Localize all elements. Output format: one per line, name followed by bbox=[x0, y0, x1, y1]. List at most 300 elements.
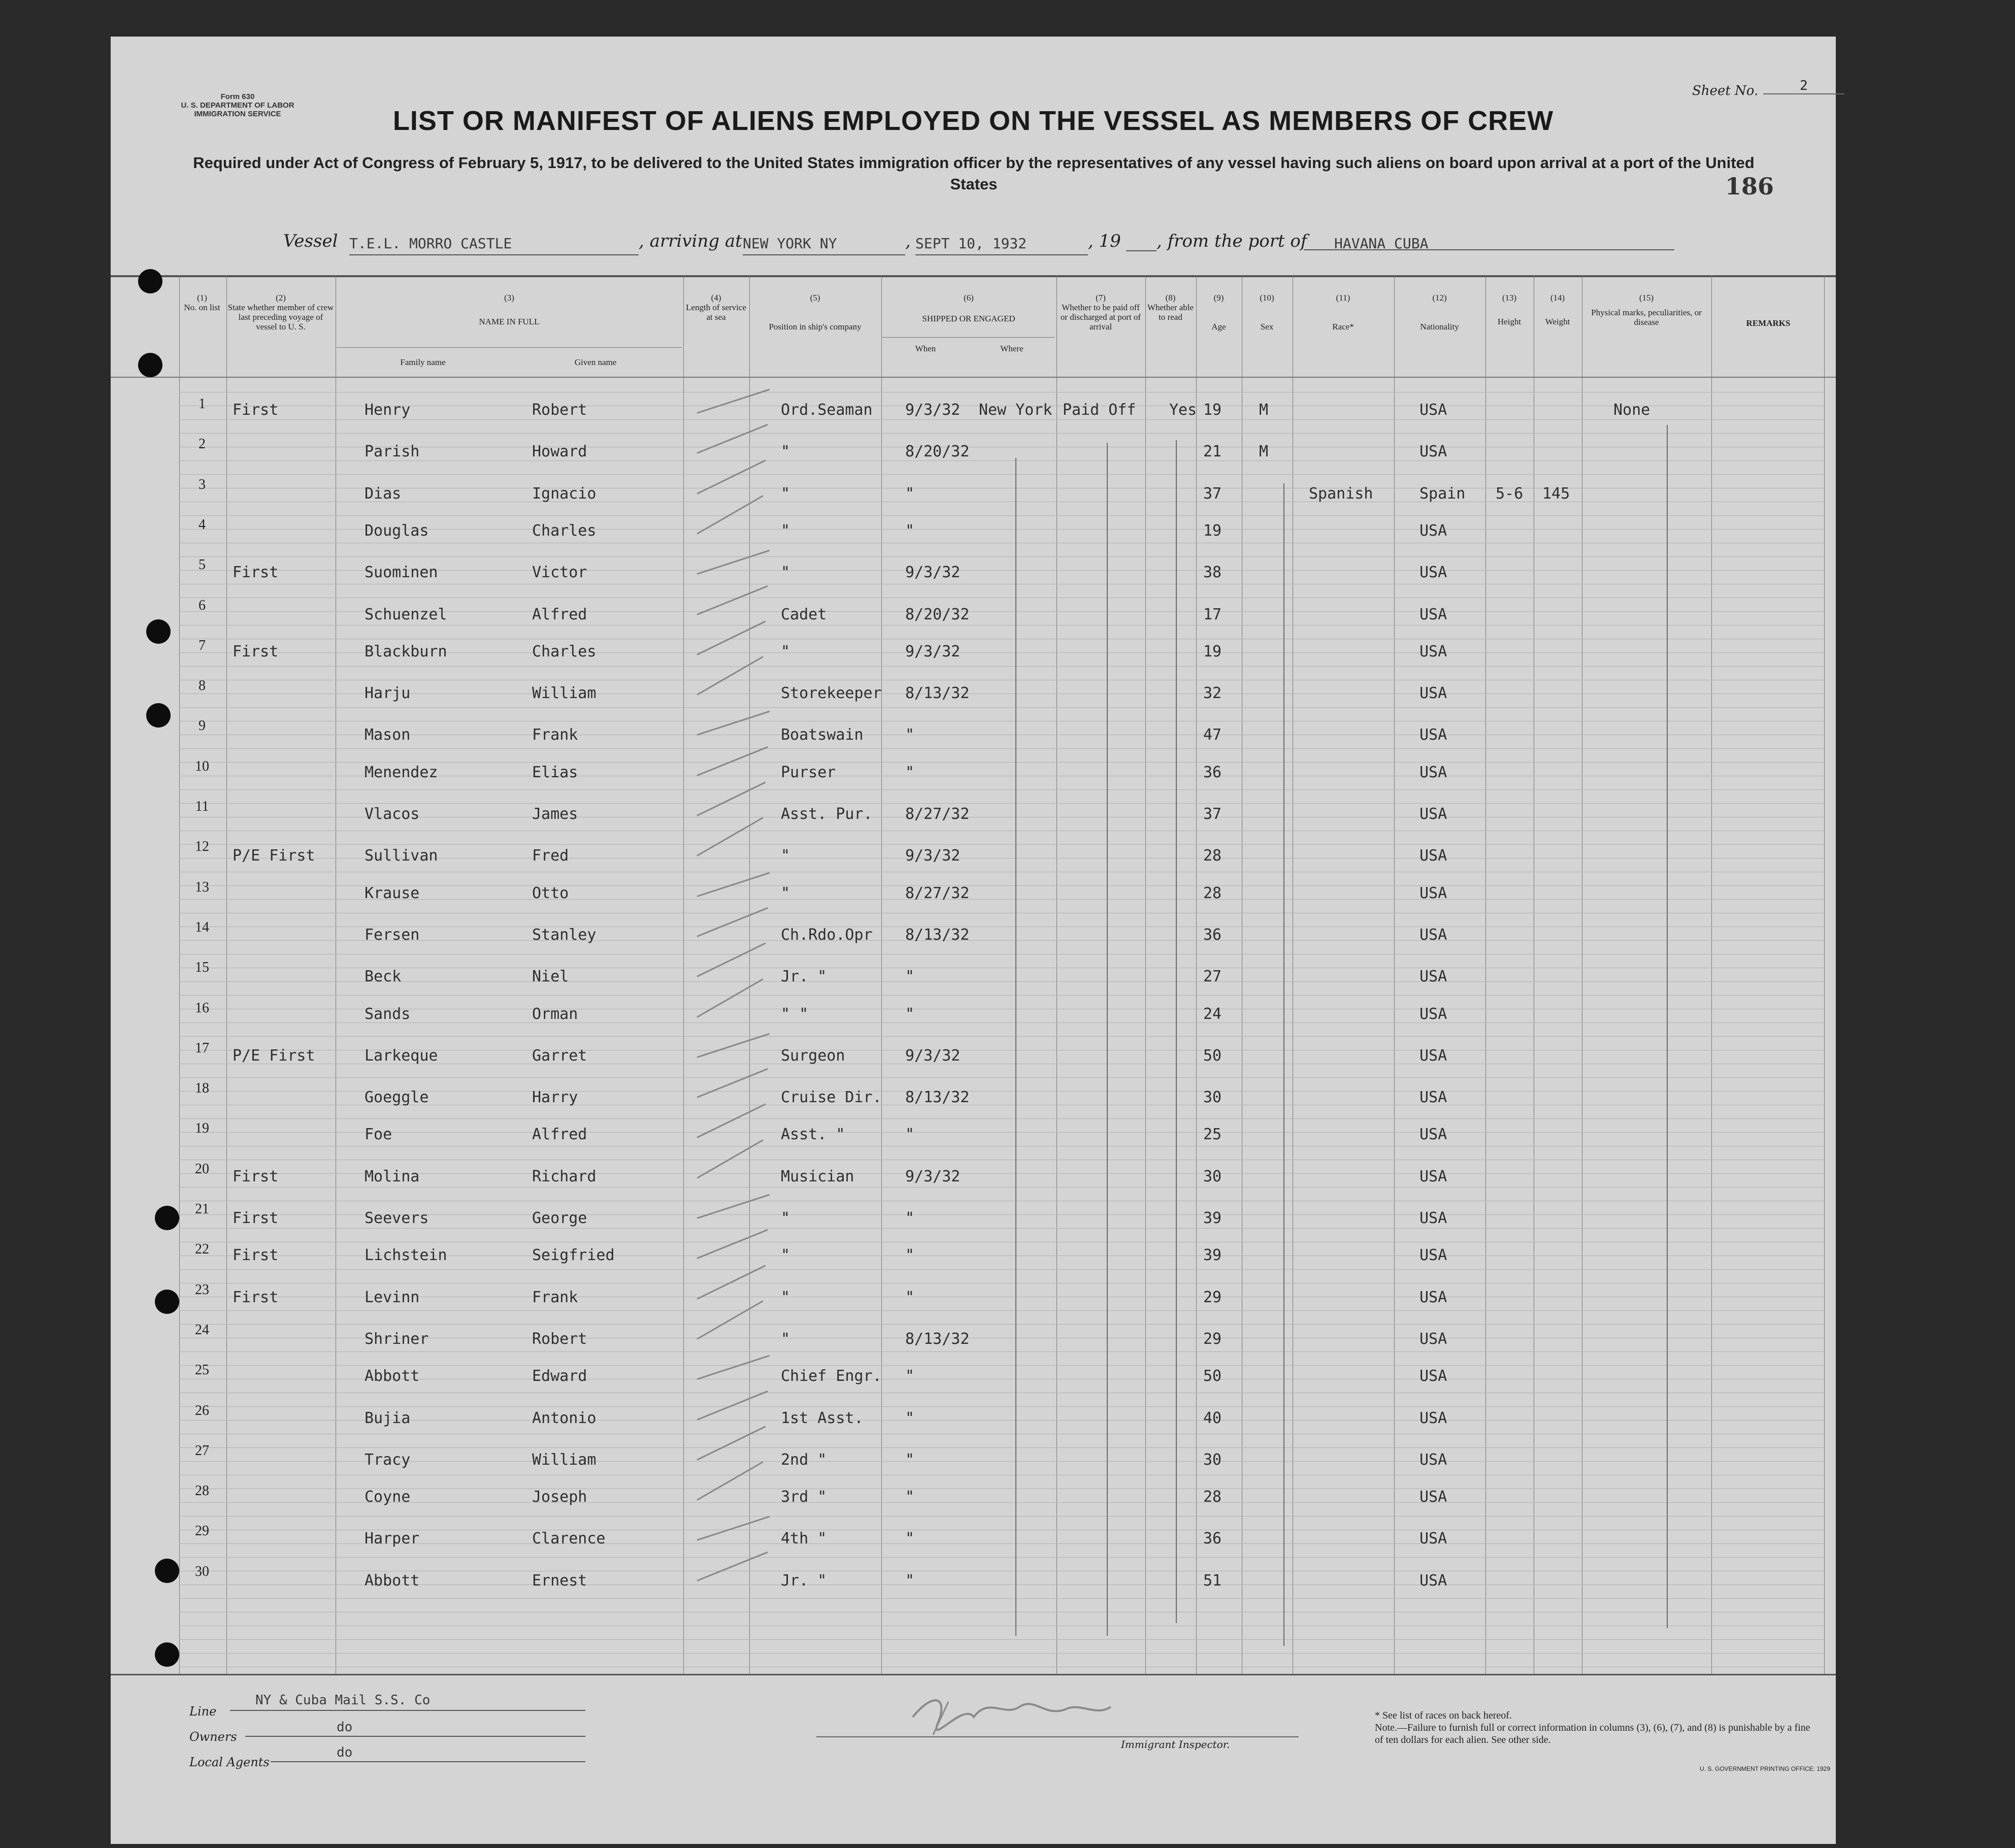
shipped-subheader-rule bbox=[882, 337, 1055, 338]
column-divider bbox=[1056, 275, 1057, 1674]
printing-office: U. S. GOVERNMENT PRINTING OFFICE: 1929 bbox=[1700, 1765, 1831, 1772]
column-divider bbox=[179, 275, 180, 1674]
family-name-cell: Abbott bbox=[365, 1367, 420, 1385]
owners-label: Owners bbox=[189, 1730, 237, 1744]
service-name: IMMIGRATION SERVICE bbox=[194, 110, 281, 118]
shipped-when-cell: 8/27/32 bbox=[905, 884, 970, 902]
age-cell: 30 bbox=[1203, 1167, 1222, 1185]
shipped-when-cell: 8/13/32 bbox=[905, 926, 970, 944]
service-check-mark bbox=[697, 550, 770, 575]
age-cell: 51 bbox=[1203, 1571, 1222, 1590]
family-name-cell: Douglas bbox=[365, 521, 429, 540]
ruled-line bbox=[179, 1406, 1824, 1407]
binder-hole bbox=[138, 353, 162, 377]
sex-ditto-line bbox=[1283, 483, 1284, 1646]
position-cell: Surgeon bbox=[781, 1046, 845, 1065]
ruled-line bbox=[179, 1036, 1824, 1037]
ruled-line bbox=[179, 748, 1824, 749]
row-number: 17 bbox=[195, 1040, 209, 1056]
age-cell: 36 bbox=[1203, 926, 1222, 944]
ruled-line bbox=[179, 1639, 1824, 1640]
service-check-mark bbox=[697, 1390, 768, 1420]
row-number: 2 bbox=[199, 436, 206, 452]
page-number: 186 bbox=[1725, 173, 1774, 200]
age-cell: 28 bbox=[1203, 1488, 1222, 1506]
column-divider bbox=[1824, 275, 1825, 1674]
position-cell: " bbox=[781, 847, 790, 865]
family-name-cell: Abbott bbox=[365, 1571, 420, 1590]
nationality-cell: USA bbox=[1419, 926, 1447, 944]
col2-header: (2) State whether member of crew last preceding voyage of vessel to U. S. bbox=[227, 293, 334, 332]
service-check-mark bbox=[697, 781, 766, 816]
given-name-cell: Garret bbox=[532, 1046, 587, 1065]
shipped-when-cell: 8/13/32 bbox=[905, 684, 970, 703]
prev-voyage-cell: First bbox=[233, 1209, 279, 1227]
family-name-cell: Schuenzel bbox=[365, 605, 447, 623]
given-name-cell: William bbox=[532, 1450, 597, 1469]
when-header: When bbox=[915, 344, 936, 353]
manifest-sheet bbox=[111, 37, 1836, 1844]
ruled-line bbox=[179, 762, 1824, 763]
service-check-mark bbox=[697, 1139, 763, 1179]
sex-cell: M bbox=[1259, 401, 1269, 419]
row-number: 13 bbox=[195, 879, 209, 895]
shipped-when-cell: 8/13/32 bbox=[905, 1088, 970, 1107]
row-number: 29 bbox=[195, 1523, 209, 1539]
table-top-border bbox=[111, 275, 1836, 277]
shipped-when-cell: 8/27/32 bbox=[905, 805, 970, 823]
service-check-mark bbox=[697, 585, 768, 615]
footnotes bbox=[1375, 1709, 1811, 1746]
ruled-line bbox=[179, 1118, 1824, 1119]
service-check-mark bbox=[697, 1516, 770, 1541]
col12-header: (12) Nationality bbox=[1420, 293, 1459, 332]
binder-hole bbox=[155, 1206, 179, 1230]
shipped-when-cell: " bbox=[905, 968, 915, 986]
family-name-cell: Mason bbox=[365, 726, 411, 744]
nationality-cell: USA bbox=[1419, 847, 1447, 865]
family-name-cell: Suominen bbox=[365, 564, 438, 582]
nationality-cell: USA bbox=[1419, 1450, 1447, 1469]
row-number: 30 bbox=[195, 1563, 209, 1579]
read-ditto-line bbox=[1176, 440, 1177, 1623]
position-cell: " bbox=[781, 1246, 790, 1265]
family-name-header: Family name bbox=[400, 357, 446, 367]
family-name-cell: Fersen bbox=[365, 926, 420, 944]
row-number: 26 bbox=[195, 1402, 209, 1418]
race-cell: Spanish bbox=[1309, 484, 1373, 503]
service-check-mark bbox=[697, 389, 770, 414]
row-number: 15 bbox=[195, 960, 209, 976]
service-check-mark bbox=[697, 907, 768, 937]
family-name-cell: Lichstein bbox=[365, 1246, 447, 1265]
nationality-cell: USA bbox=[1419, 805, 1447, 823]
service-check-mark bbox=[697, 459, 766, 494]
shipped-when-cell: 9/3/32 bbox=[905, 1167, 961, 1185]
col8-header: (8) Whether able to read bbox=[1147, 293, 1194, 322]
age-cell: 29 bbox=[1203, 1330, 1222, 1348]
col1-header: (1) No. on list bbox=[184, 293, 220, 312]
given-name-cell: Fred bbox=[532, 847, 569, 865]
service-check-mark bbox=[697, 1355, 770, 1380]
position-cell: " bbox=[781, 484, 790, 503]
shipped-when-cell: " bbox=[905, 484, 915, 503]
shipped-when-cell: " bbox=[905, 521, 915, 540]
ruled-line bbox=[179, 556, 1824, 557]
position-cell: Asst. Pur. bbox=[781, 805, 873, 823]
prev-voyage-cell: First bbox=[233, 564, 279, 582]
row-number: 23 bbox=[195, 1281, 209, 1298]
remarks-header: REMARKS bbox=[1746, 318, 1791, 328]
family-name-cell: Parish bbox=[365, 443, 420, 461]
service-check-mark bbox=[697, 620, 766, 655]
given-name-cell: William bbox=[532, 684, 597, 703]
age-cell: 17 bbox=[1203, 605, 1222, 623]
given-name-cell: Alfred bbox=[532, 605, 587, 623]
row-number: 1 bbox=[199, 396, 206, 412]
family-name-cell: Harju bbox=[365, 684, 411, 703]
family-name-cell: Tracy bbox=[365, 1450, 411, 1469]
line-label: Line bbox=[189, 1704, 217, 1719]
ruled-line bbox=[179, 803, 1824, 804]
col6-header: (6) SHIPPED OR ENGAGED bbox=[922, 293, 1015, 323]
position-cell: " bbox=[781, 884, 790, 902]
shipped-when-cell: " bbox=[905, 1126, 915, 1144]
paid-ditto-line bbox=[1107, 443, 1108, 1636]
ruled-line bbox=[179, 433, 1824, 434]
shipped-when-cell: " bbox=[905, 1530, 915, 1548]
shipped-when-cell: 9/3/32 bbox=[905, 401, 961, 419]
binder-hole bbox=[155, 1642, 179, 1667]
shipped-when-cell: " bbox=[905, 1488, 915, 1506]
service-check-mark bbox=[697, 1461, 763, 1501]
ruled-line bbox=[179, 1324, 1824, 1325]
service-check-mark bbox=[697, 1194, 770, 1219]
age-cell: 28 bbox=[1203, 884, 1222, 902]
service-check-mark bbox=[697, 1068, 768, 1098]
given-name-cell: Orman bbox=[532, 1005, 578, 1023]
shipped-when-cell: " bbox=[905, 1288, 915, 1306]
ruled-line bbox=[179, 419, 1824, 420]
family-name-cell: Goeggle bbox=[365, 1088, 429, 1107]
binder-hole bbox=[155, 1290, 179, 1314]
given-name-cell: Richard bbox=[532, 1167, 597, 1185]
ruled-line bbox=[179, 940, 1824, 941]
given-name-cell: Clarence bbox=[532, 1530, 606, 1548]
family-name-cell: Vlacos bbox=[365, 805, 420, 823]
family-name-cell: Levinn bbox=[365, 1288, 420, 1306]
position-cell: 3rd " bbox=[781, 1488, 827, 1506]
given-name-cell: Harry bbox=[532, 1088, 578, 1107]
able-to-read-cell: Yes bbox=[1169, 401, 1197, 419]
shipped-when-cell: 9/3/32 bbox=[905, 642, 961, 661]
age-cell: 37 bbox=[1203, 805, 1222, 823]
department-name: U. S. DEPARTMENT OF LABOR bbox=[181, 101, 294, 110]
given-name-cell: Frank bbox=[532, 1288, 578, 1306]
col9-header: (9) Age bbox=[1211, 293, 1226, 332]
prev-voyage-cell: First bbox=[233, 401, 279, 419]
position-cell: " bbox=[781, 521, 790, 540]
row-number: 18 bbox=[195, 1080, 209, 1097]
ruled-line bbox=[179, 1543, 1824, 1544]
row-number: 3 bbox=[199, 476, 206, 492]
service-check-mark bbox=[697, 1265, 766, 1299]
race-note: * See list of races on back hereof. bbox=[1375, 1710, 1512, 1721]
row-number: 11 bbox=[195, 799, 209, 814]
nationality-cell: USA bbox=[1419, 1246, 1447, 1265]
family-name-cell: Dias bbox=[365, 484, 402, 503]
ruled-line bbox=[179, 460, 1824, 461]
service-check-mark bbox=[697, 1552, 768, 1581]
row-number: 9 bbox=[199, 718, 206, 734]
position-cell: " bbox=[781, 443, 790, 461]
service-check-mark bbox=[697, 943, 766, 977]
service-check-mark bbox=[697, 711, 770, 736]
age-cell: 38 bbox=[1203, 564, 1222, 582]
row-number: 14 bbox=[195, 919, 209, 935]
shipped-when-cell: " bbox=[905, 726, 915, 744]
local-agents-label: Local Agents bbox=[189, 1755, 270, 1769]
name-subheader-rule bbox=[337, 347, 682, 348]
age-cell: 29 bbox=[1203, 1288, 1222, 1306]
position-cell: 1st Asst. bbox=[781, 1409, 864, 1427]
given-name-cell: Charles bbox=[532, 521, 597, 540]
height-cell: 5-6 bbox=[1496, 484, 1524, 503]
ruled-line bbox=[179, 1461, 1824, 1462]
age-cell: 19 bbox=[1203, 642, 1222, 661]
shipped-when-cell: " bbox=[905, 1209, 915, 1227]
family-name-cell: Foe bbox=[365, 1126, 392, 1144]
row-number: 21 bbox=[195, 1201, 209, 1217]
binder-hole bbox=[146, 703, 171, 728]
shipped-where-cell: New York bbox=[979, 401, 1052, 419]
age-cell: 19 bbox=[1203, 521, 1222, 540]
family-name-cell: Bujia bbox=[365, 1409, 411, 1427]
prev-voyage-cell: P/E First bbox=[233, 1046, 315, 1065]
row-number: 25 bbox=[195, 1362, 209, 1378]
binder-hole bbox=[146, 619, 171, 644]
given-name-cell: Elias bbox=[532, 763, 578, 781]
ruled-line bbox=[179, 844, 1824, 845]
row-number: 10 bbox=[195, 758, 209, 774]
position-cell: " bbox=[781, 564, 790, 582]
given-name-cell: Robert bbox=[532, 401, 587, 419]
service-check-mark bbox=[697, 1229, 768, 1259]
given-name-cell: Victor bbox=[532, 564, 587, 582]
column-divider bbox=[1485, 275, 1486, 1674]
age-cell: 36 bbox=[1203, 763, 1222, 781]
ruled-line bbox=[179, 474, 1824, 475]
given-name-cell: Seigfried bbox=[532, 1246, 615, 1265]
row-number: 4 bbox=[199, 516, 206, 533]
family-name-cell: Sullivan bbox=[365, 847, 438, 865]
service-check-mark bbox=[697, 817, 763, 856]
paid-off-cell: Paid Off bbox=[1063, 401, 1136, 419]
age-cell: 39 bbox=[1203, 1209, 1222, 1227]
nationality-cell: USA bbox=[1419, 1488, 1447, 1506]
ruled-line bbox=[179, 1351, 1824, 1352]
col5-header: (5) Position in ship's company bbox=[769, 293, 862, 332]
ruled-line bbox=[179, 1447, 1824, 1448]
service-check-mark bbox=[697, 656, 763, 696]
family-name-cell: Larkeque bbox=[365, 1046, 438, 1065]
shipped-when-cell: 8/20/32 bbox=[905, 443, 970, 461]
age-cell: 47 bbox=[1203, 726, 1222, 744]
age-cell: 28 bbox=[1203, 847, 1222, 865]
shipped-when-cell: " bbox=[905, 1409, 915, 1427]
nationality-cell: USA bbox=[1419, 684, 1447, 703]
position-cell: 2nd " bbox=[781, 1450, 827, 1469]
given-name-cell: George bbox=[532, 1209, 587, 1227]
nationality-cell: USA bbox=[1419, 1409, 1447, 1427]
ruled-line bbox=[179, 1653, 1824, 1654]
given-name-header: Given name bbox=[574, 357, 617, 367]
col14-header: (14) Weight bbox=[1545, 293, 1570, 326]
position-cell: Musician bbox=[781, 1167, 854, 1185]
position-cell: Purser bbox=[781, 763, 836, 781]
line-field: NY & Cuba Mail S.S. Co bbox=[230, 1693, 585, 1711]
inspector-signature bbox=[903, 1681, 1360, 1737]
row-number: 8 bbox=[199, 678, 206, 694]
row-number: 22 bbox=[195, 1241, 209, 1258]
age-cell: 32 bbox=[1203, 684, 1222, 703]
ruled-line bbox=[179, 1502, 1824, 1503]
row-number: 28 bbox=[195, 1483, 209, 1499]
age-cell: 36 bbox=[1203, 1530, 1222, 1548]
position-cell: Cadet bbox=[781, 605, 827, 623]
col15-header: (15) Physical marks, peculiarities, or disease bbox=[1591, 293, 1702, 327]
vessel-label: Vessel bbox=[283, 231, 338, 251]
age-cell: 30 bbox=[1203, 1450, 1222, 1469]
nationality-cell: USA bbox=[1419, 1209, 1447, 1227]
nationality-cell: USA bbox=[1419, 1330, 1447, 1348]
family-name-cell: Menendez bbox=[365, 763, 438, 781]
position-cell: " " bbox=[781, 1005, 809, 1023]
position-cell: Jr. " bbox=[781, 968, 827, 986]
row-number: 12 bbox=[195, 839, 209, 855]
shipped-when-cell: " bbox=[905, 763, 915, 781]
service-check-mark bbox=[697, 1426, 766, 1460]
column-divider bbox=[881, 275, 882, 1674]
column-divider bbox=[1145, 275, 1146, 1674]
service-check-mark bbox=[697, 424, 768, 454]
ruled-line bbox=[179, 1365, 1824, 1366]
arrival-date-field: SEPT 10, 1932 bbox=[915, 231, 1088, 255]
arriving-label: , arriving at bbox=[639, 231, 742, 251]
col10-header: (10) Sex bbox=[1260, 293, 1274, 332]
prev-voyage-cell: First bbox=[233, 1167, 279, 1185]
nationality-cell: USA bbox=[1419, 726, 1447, 744]
column-divider bbox=[1711, 275, 1712, 1674]
given-name-cell: James bbox=[532, 805, 578, 823]
column-divider bbox=[683, 275, 684, 1674]
ruled-line bbox=[179, 666, 1824, 667]
column-divider bbox=[1394, 275, 1395, 1674]
binder-hole bbox=[138, 269, 162, 293]
age-cell: 19 bbox=[1203, 401, 1222, 419]
inspector-label: Immigrant Inspector. bbox=[1121, 1738, 1230, 1751]
col13-header: (13) Height bbox=[1497, 293, 1522, 326]
given-name-cell: Ignacio bbox=[532, 484, 597, 503]
family-name-cell: Molina bbox=[365, 1167, 420, 1185]
family-name-cell: Blackburn bbox=[365, 642, 447, 661]
age-cell: 27 bbox=[1203, 968, 1222, 986]
given-name-cell: Edward bbox=[532, 1367, 587, 1385]
ruled-line bbox=[179, 1598, 1824, 1599]
given-name-cell: Niel bbox=[532, 968, 569, 986]
physical-marks-cell: None bbox=[1613, 401, 1650, 419]
shipped-when-cell: " bbox=[905, 1571, 915, 1590]
marks-ditto-line bbox=[1667, 425, 1668, 1628]
given-name-cell: Howard bbox=[532, 443, 587, 461]
nationality-cell: USA bbox=[1419, 521, 1447, 540]
vessel-name-field: T.E.L. MORRO CASTLE bbox=[349, 231, 639, 255]
shipped-when-cell: 9/3/32 bbox=[905, 1046, 961, 1065]
row-number: 5 bbox=[199, 557, 206, 573]
family-name-cell: Sands bbox=[365, 1005, 411, 1023]
header-bottom-border bbox=[111, 377, 1836, 378]
column-divider bbox=[749, 275, 750, 1674]
ruled-line bbox=[179, 899, 1824, 900]
given-name-cell: Otto bbox=[532, 884, 569, 902]
nationality-cell: USA bbox=[1419, 1005, 1447, 1023]
ruled-line bbox=[179, 1228, 1824, 1229]
col3-header: (3) NAME IN FULL bbox=[479, 293, 540, 326]
nationality-cell: USA bbox=[1419, 401, 1447, 419]
position-cell: Jr. " bbox=[781, 1571, 827, 1590]
nationality-cell: USA bbox=[1419, 443, 1447, 461]
prev-voyage-cell: First bbox=[233, 1288, 279, 1306]
family-name-cell: Seevers bbox=[365, 1209, 429, 1227]
service-check-mark bbox=[697, 1104, 766, 1138]
nationality-cell: USA bbox=[1419, 1088, 1447, 1107]
penalty-note: Note.—Failure to furnish full or correct information in columns (3), (6), (7), and (8) is punishable by a fine of ten dollars for each alien. See other side. bbox=[1375, 1722, 1810, 1745]
position-cell: Storekeeper bbox=[781, 684, 882, 703]
sex-cell: M bbox=[1259, 443, 1269, 461]
nationality-cell: USA bbox=[1419, 1288, 1447, 1306]
year-label: , 19 bbox=[1088, 231, 1121, 251]
shipped-when-cell: " bbox=[905, 1367, 915, 1385]
nationality-cell: USA bbox=[1419, 884, 1447, 902]
given-name-cell: Joseph bbox=[532, 1488, 587, 1506]
weight-cell: 145 bbox=[1542, 484, 1570, 503]
nationality-cell: USA bbox=[1419, 1530, 1447, 1548]
age-cell: 25 bbox=[1203, 1126, 1222, 1144]
position-cell: Asst. " bbox=[781, 1126, 845, 1144]
nationality-cell: USA bbox=[1419, 763, 1447, 781]
service-check-mark bbox=[697, 978, 763, 1018]
position-cell: " bbox=[781, 1330, 790, 1348]
row-number: 24 bbox=[195, 1322, 209, 1338]
position-cell: " bbox=[781, 1209, 790, 1227]
nationality-cell: USA bbox=[1419, 605, 1447, 623]
binder-hole bbox=[155, 1559, 179, 1583]
shipped-when-cell: 9/3/32 bbox=[905, 847, 961, 865]
prev-voyage-cell: First bbox=[233, 1246, 279, 1265]
service-check-mark bbox=[697, 872, 770, 897]
shipped-when-cell: " bbox=[905, 1450, 915, 1469]
col11-header: (11) Race* bbox=[1332, 293, 1354, 332]
ruled-line bbox=[179, 1173, 1824, 1174]
column-divider bbox=[226, 275, 227, 1674]
sheet-number-value: 2 bbox=[1763, 78, 1844, 94]
ruled-line bbox=[179, 1022, 1824, 1023]
position-cell: Ch.Rdo.Opr bbox=[781, 926, 873, 944]
where-header: Where bbox=[1000, 344, 1023, 353]
position-cell: Boatswain bbox=[781, 726, 864, 744]
prev-voyage-cell: P/E First bbox=[233, 847, 315, 865]
row-number: 16 bbox=[195, 1000, 209, 1016]
